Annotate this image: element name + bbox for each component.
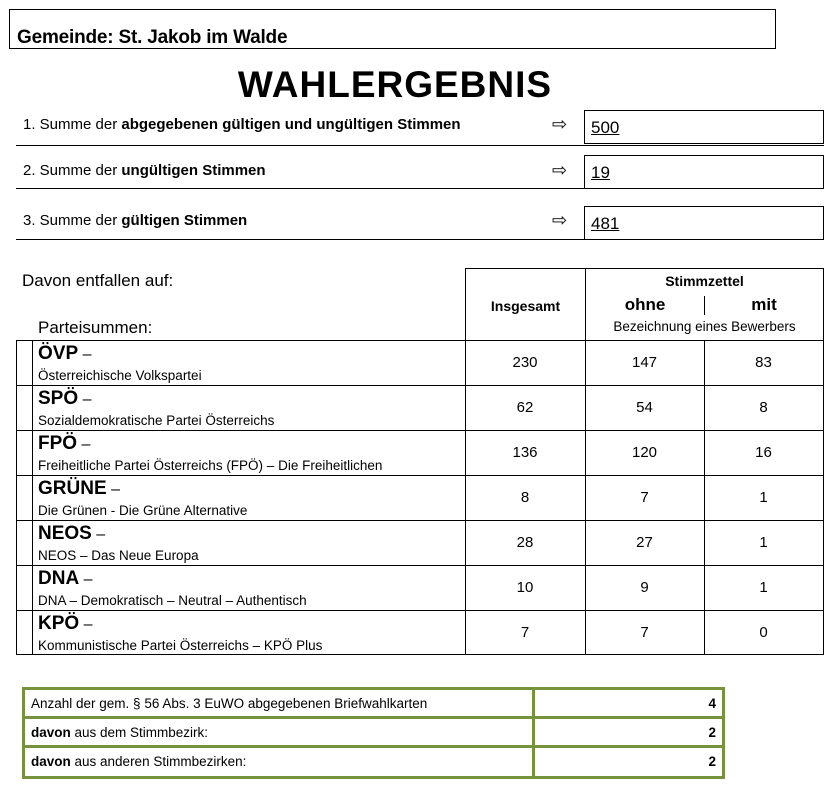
votes-ohne: 120 [631,444,658,461]
votes-ohne: 7 [640,624,649,641]
briefwahl-row [25,719,722,748]
votes-ohne: 147 [631,354,658,371]
sum-divider-1 [16,145,824,146]
sum-label-3: 3. Summe der gültigen Stimmen [23,212,248,229]
sum-value-box-3 [584,206,824,240]
table-row [16,475,824,520]
sum-value-box-1 [584,110,824,144]
party-short-name: NEOS – [38,523,106,544]
votes-insgesamt: 7 [520,624,530,641]
header-mit: mit [751,295,777,314]
party-long-name: NEOS – Das Neue Europa [38,548,199,563]
gemeinde-box [9,9,776,49]
votes-ohne: 7 [640,489,649,506]
table-row [16,520,824,565]
briefwahl-label: Anzahl der gem. § 56 Abs. 3 EuWO abgegebenen Briefwahlkarten [31,696,428,711]
briefwahl-value: 2 [708,725,716,740]
party-long-name: Die Grünen - Die Grüne Alternative [38,503,248,518]
votes-insgesamt: 230 [512,354,538,371]
header-bezeichnung: Bezeichnung eines Bewerbers [613,319,796,334]
votes-insgesamt: 62 [516,399,534,416]
party-short-name: GRÜNE – [38,478,120,499]
party-long-name: Sozialdemokratische Partei Österreichs [38,413,275,428]
votes-insgesamt: 10 [516,579,534,596]
sum-label-1: 1. Summe der abgegebenen gültigen und ungültigen Stimmen [23,116,461,133]
votes-insgesamt: 136 [512,444,538,461]
briefwahl-row [25,690,722,719]
party-long-name: Freiheitliche Partei Österreichs (FPÖ) – Die Freiheitlichen [38,458,383,473]
votes-ohne: 54 [636,399,653,416]
votes-mit: 1 [759,534,768,551]
gemeinde-label: Gemeinde: St. Jakob im Walde [17,27,288,48]
votes-ohne: 27 [636,534,653,551]
header-insgesamt-cell [465,268,586,341]
header-ohne: ohne [624,295,666,314]
votes-mit: 83 [755,354,772,371]
party-long-name: DNA – Demokratisch – Neutral – Authentisch [38,593,307,608]
sum-value: 481 [591,214,620,233]
party-long-name: Kommunistische Partei Österreichs – KPÖ Plus [38,638,323,653]
party-long-name: Österreichische Volkspartei [38,368,202,383]
briefwahl-label: davon aus anderen Stimmbezirken: [31,754,247,769]
sum-value: 500 [591,118,620,137]
table-row [16,340,824,385]
arrow-right-icon: ⇨ [552,114,568,134]
briefwahl-value: 2 [708,754,716,769]
votes-insgesamt: 8 [520,489,530,506]
votes-mit: 1 [759,579,768,596]
briefwahl-row [25,748,722,776]
party-short-name: ÖVP – [38,343,92,364]
table-row [16,430,824,475]
table-row [16,565,824,610]
sum-value: 19 [591,163,610,182]
votes-mit: 1 [759,489,768,506]
header-insgesamt: Insgesamt [490,298,561,314]
briefwahl-value: 4 [708,696,716,711]
sum-value-box-2 [584,155,824,189]
header-stimmzettel-cell [585,268,824,341]
page-title: WAHLERGEBNIS [237,64,553,105]
party-short-name: DNA – [38,568,93,589]
table-row [16,610,824,655]
parteisummen-label: Parteisummen: [38,318,153,337]
davon-label: Davon entfallen auf: [22,271,174,290]
briefwahl-label: davon aus dem Stimmbezirk: [31,725,209,740]
header-stimmzettel: Stimmzettel [665,273,744,289]
arrow-right-icon: ⇨ [552,160,568,180]
briefwahl-table [22,687,725,779]
votes-mit: 8 [759,399,768,416]
table-row [16,385,824,430]
votes-ohne: 9 [640,579,649,596]
party-short-name: FPÖ – [38,433,91,454]
party-short-name: SPÖ – [38,388,92,409]
sum-label-2: 2. Summe der ungültigen Stimmen [23,162,266,179]
arrow-right-icon: ⇨ [552,210,568,230]
votes-insgesamt: 28 [516,534,534,551]
votes-mit: 0 [759,624,768,641]
votes-mit: 16 [755,444,772,461]
party-short-name: KPÖ – [38,613,93,634]
